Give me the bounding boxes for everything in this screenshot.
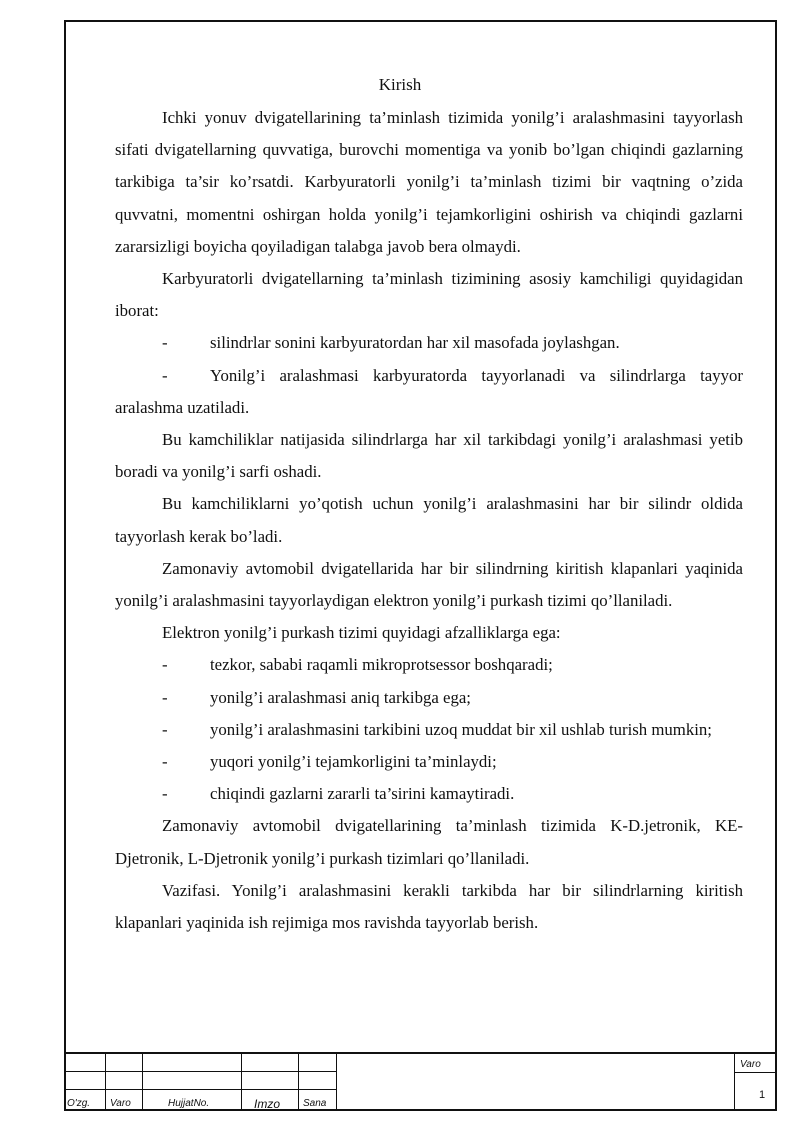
title-block-col-line (142, 1052, 143, 1111)
list-item-text: yuqori yonilg’i tejamkorligini ta’minlaydi; (210, 752, 497, 772)
list-item (115, 714, 743, 746)
list-item-text: yonilg’i aralashmasini tarkibini uzoq muddat bir xil ushlab turish mumkin; (210, 719, 712, 739)
paragraph: Bu kamchiliklar natijasida silindrlarga har xil tarkibdagi yonilg’i aralashmasi yetib boradi va yonilg’i sarfi oshadi. (115, 430, 743, 482)
list-item-text: Yonilg’i aralashmasi karbyuratorda tayyorlanadi va silindrlarga tayyor aralashma uzatiladi. (115, 365, 743, 417)
list-item (115, 778, 743, 810)
paragraph: Bu kamchiliklarni yo’qotish uchun yonilg’i aralashmasini har bir silindr oldida tayyorlash kerak bo’ladi. (115, 494, 743, 546)
list-item (115, 327, 743, 359)
list-item-text: silindrlar sonini karbyuratordan har xil masofada joylashgan. (210, 333, 620, 353)
paragraph: Ichki yonuv dvigatellarining ta’minlash tizimida yonilg’i aralashmasini tayyorlash sifati dvigatellarning quvvatiga, burovchi momentiga va yonib bo’lgan chiqindi gazlarning tarkibiga ta’sir ko’rsatdi. Karbyuratorli yonilg’i ta’minlash tizimi bir vaqtning o’zida quvvatni, momentni oshirgan holda yonilg’i tejamkorligini oshirish va chiqindi gazlarni zararsizligi boyicha qoyiladigan talabga javob bera olmaydi. (115, 108, 743, 256)
label-ozg: O'zg. (67, 1098, 91, 1109)
label-varo: Varo (110, 1098, 131, 1109)
list-dash: - (162, 752, 168, 772)
title-block-top-line (64, 1052, 777, 1054)
list-dash: - (162, 333, 168, 353)
list-item (115, 746, 743, 778)
paragraph: Vazifasi. Yonilg’i aralashmasini kerakli tarkibda har bir silindrlarning kiritish klapanlari yaqinida ish rejimiga mos ravishda tayyorlab berish. (115, 880, 743, 933)
list-item-text: chiqindi gazlarni zararli ta’sirini kamaytiradi. (210, 784, 515, 804)
list-dash: - (162, 687, 168, 707)
title-block-col-line (734, 1052, 735, 1111)
list-dash: - (162, 655, 168, 675)
label-sana: Sana (303, 1098, 327, 1109)
label-imzo: Imzo (254, 1097, 281, 1111)
list-item (115, 682, 743, 714)
title-block-col-line (336, 1052, 337, 1111)
list-item (115, 360, 743, 424)
label-varo-right: Varo (740, 1059, 761, 1070)
page-number: 1 (759, 1089, 766, 1101)
paragraph: Zamonaviy avtomobil dvigatellarining ta’minlash tizimida K-D.jetronik, KE-Djetronik, L-Djetronik yonilg’i purkash tizimlari qo’llaniladi. (115, 816, 743, 868)
list-dash: - (162, 365, 168, 385)
list-dash: - (162, 719, 168, 739)
list-item-text: yonilg’i aralashmasi aniq tarkibga ega; (210, 687, 471, 707)
list-dash: - (162, 784, 168, 804)
title-block-col-line (241, 1052, 242, 1111)
title-block (64, 1052, 777, 1111)
paragraph: Karbyuratorli dvigatellarning ta’minlash tizimining asosiy kamchiligi quyidagidan iborat: (115, 269, 743, 321)
title-block-col-line (105, 1052, 106, 1111)
list-item (115, 649, 743, 681)
document-body (115, 102, 743, 939)
title-block-row-line (734, 1072, 777, 1073)
title-block-col-line (298, 1052, 299, 1111)
label-hujjat: HujjatNo. (168, 1098, 210, 1109)
paragraph: Zamonaviy avtomobil dvigatellarida har bir silindrning kiritish klapanlari yaqinida yonilg’i aralashmasini tayyorlaydigan elektron yonilg’i purkash tizimi qo’llaniladi. (115, 558, 743, 611)
paragraph: Elektron yonilg’i purkash tizimi quyidagi afzalliklarga ega: (162, 623, 561, 643)
document-title: Kirish (378, 75, 422, 94)
list-item-text: tezkor, sababi raqamli mikroprotsessor boshqaradi; (210, 655, 553, 675)
